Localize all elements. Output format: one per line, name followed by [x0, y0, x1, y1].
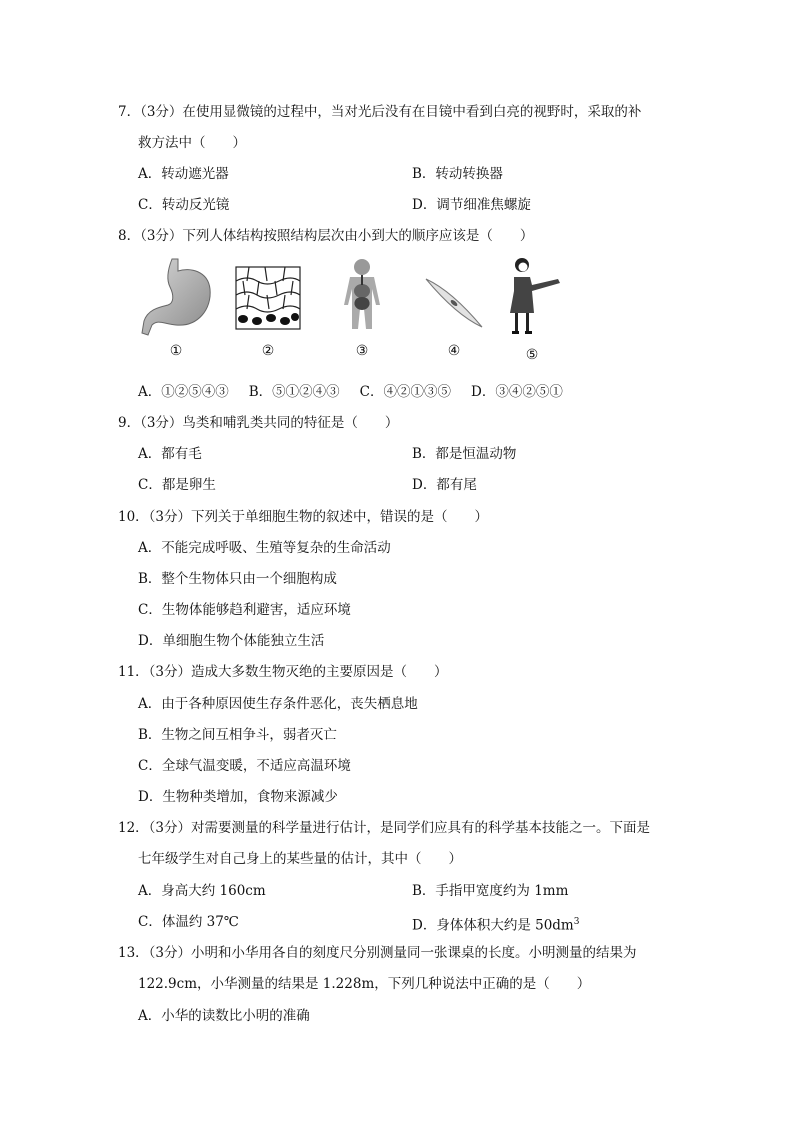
question-12: [118, 813, 694, 875]
figure-5: [492, 255, 572, 363]
option-b: B．整个生物体只由一个细胞构成: [138, 571, 337, 587]
option-d: D．生物种类增加，食物来源减少: [138, 789, 338, 805]
option-d: D．调节细准焦螺旋: [412, 197, 531, 213]
question-11-options: [138, 689, 714, 813]
question-8-stem: 8．（3分）下列人体结构按照结构层次由小到大的顺序应该是（ ）: [118, 228, 534, 244]
option-b: B．转动转换器: [412, 166, 503, 182]
question-13: [118, 938, 694, 1000]
figure-2-label: ②: [261, 343, 275, 359]
question-11: [118, 657, 694, 688]
question-10-stem: 10．（3分）下列关于单细胞生物的叙述中，错误的是（ ）: [118, 509, 489, 525]
option-a: A．不能完成呼吸、生殖等复杂的生命活动: [138, 540, 391, 556]
question-13-options: [138, 1001, 714, 1032]
figure-1: [136, 255, 216, 359]
question-7-stem-cont: 救方法中（ ）: [138, 135, 246, 151]
question-10-options: [138, 533, 714, 657]
question-9-options: [138, 439, 698, 501]
option-a: A．转动遮光器: [138, 166, 229, 182]
question-12-options: [138, 876, 698, 942]
figure-4-label: ④: [447, 343, 461, 359]
option-d-text: D．身体体积大约是 50dm: [412, 917, 574, 934]
figure-5-label: ⑤: [525, 347, 539, 363]
option-d: [412, 907, 686, 942]
option-a: A．身高大约 160cm: [138, 883, 266, 899]
option-b: B．⑤①②④③: [248, 384, 340, 400]
question-13-stem: 13．（3分）小明和小华用各自的刻度尺分别测量同一张课桌的长度。小明测量的结果为: [118, 945, 637, 961]
girl-icon: [500, 255, 564, 341]
option-a: A．都有毛: [138, 446, 202, 462]
option-d: D．都有尾: [412, 477, 477, 493]
option-d: D．③④②⑤①: [471, 384, 563, 400]
question-11-stem: 11．（3分）造成大多数生物灭绝的主要原因是（ ）: [118, 664, 448, 680]
question-8-options: [138, 377, 583, 408]
option-a: A．小华的读数比小明的准确: [138, 1008, 310, 1024]
option-a: A．由于各种原因使生存条件恶化，丧失栖息地: [138, 696, 418, 712]
option-c: C．全球气温变暖，不适应高温环境: [138, 758, 351, 774]
question-8: [118, 221, 694, 252]
option-b: B．生物之间互相争斗，弱者灭亡: [138, 727, 337, 743]
question-9: [118, 408, 694, 439]
figure-4: [414, 255, 494, 359]
figure-1-label: ①: [169, 343, 183, 359]
option-b: B．都是恒温动物: [412, 446, 517, 462]
figure-3-label: ③: [355, 343, 369, 359]
question-7-options: [138, 159, 698, 221]
question-10: [118, 502, 694, 533]
option-a: A．①②⑤④③: [138, 384, 229, 400]
question-7-stem: 7．（3分）在使用显微镜的过程中，当对光后没有在目镜中看到白亮的视野时，采取的补: [118, 104, 642, 120]
option-c: C．体温约 37℃: [138, 914, 239, 930]
figure-2: [228, 255, 308, 359]
option-c: C．都是卵生: [138, 477, 216, 493]
tissue-cells-icon: [235, 255, 301, 337]
human-body-systems-icon: [332, 255, 392, 337]
question-7: [118, 97, 694, 159]
option-d: D．单细胞生物个体能独立生活: [138, 633, 325, 649]
option-c: C．转动反光镜: [138, 197, 230, 213]
question-9-stem: 9．（3分）鸟类和哺乳类共同的特征是（ ）: [118, 415, 399, 431]
figure-3: [322, 255, 402, 359]
question-8-figures: [132, 255, 552, 375]
option-b: B．手指甲宽度约为 1mm: [412, 883, 569, 899]
question-12-stem: 12．（3分）对需要测量的科学量进行估计，是同学们应具有的科学基本技能之一。下面是: [118, 820, 651, 836]
option-c: C．④②①③⑤: [359, 384, 452, 400]
question-13-stem-cont: 122.9cm，小华测量的结果是 1.228m，下列几种说法中正确的是（ ）: [138, 976, 591, 992]
option-c: C．生物体能够趋利避害，适应环境: [138, 602, 351, 618]
muscle-cell-icon: [422, 255, 486, 337]
question-12-stem-cont: 七年级学生对自己身上的某些量的估计，其中（ ）: [138, 851, 462, 867]
option-d-superscript: 3: [573, 917, 580, 927]
stomach-icon: [138, 255, 214, 337]
